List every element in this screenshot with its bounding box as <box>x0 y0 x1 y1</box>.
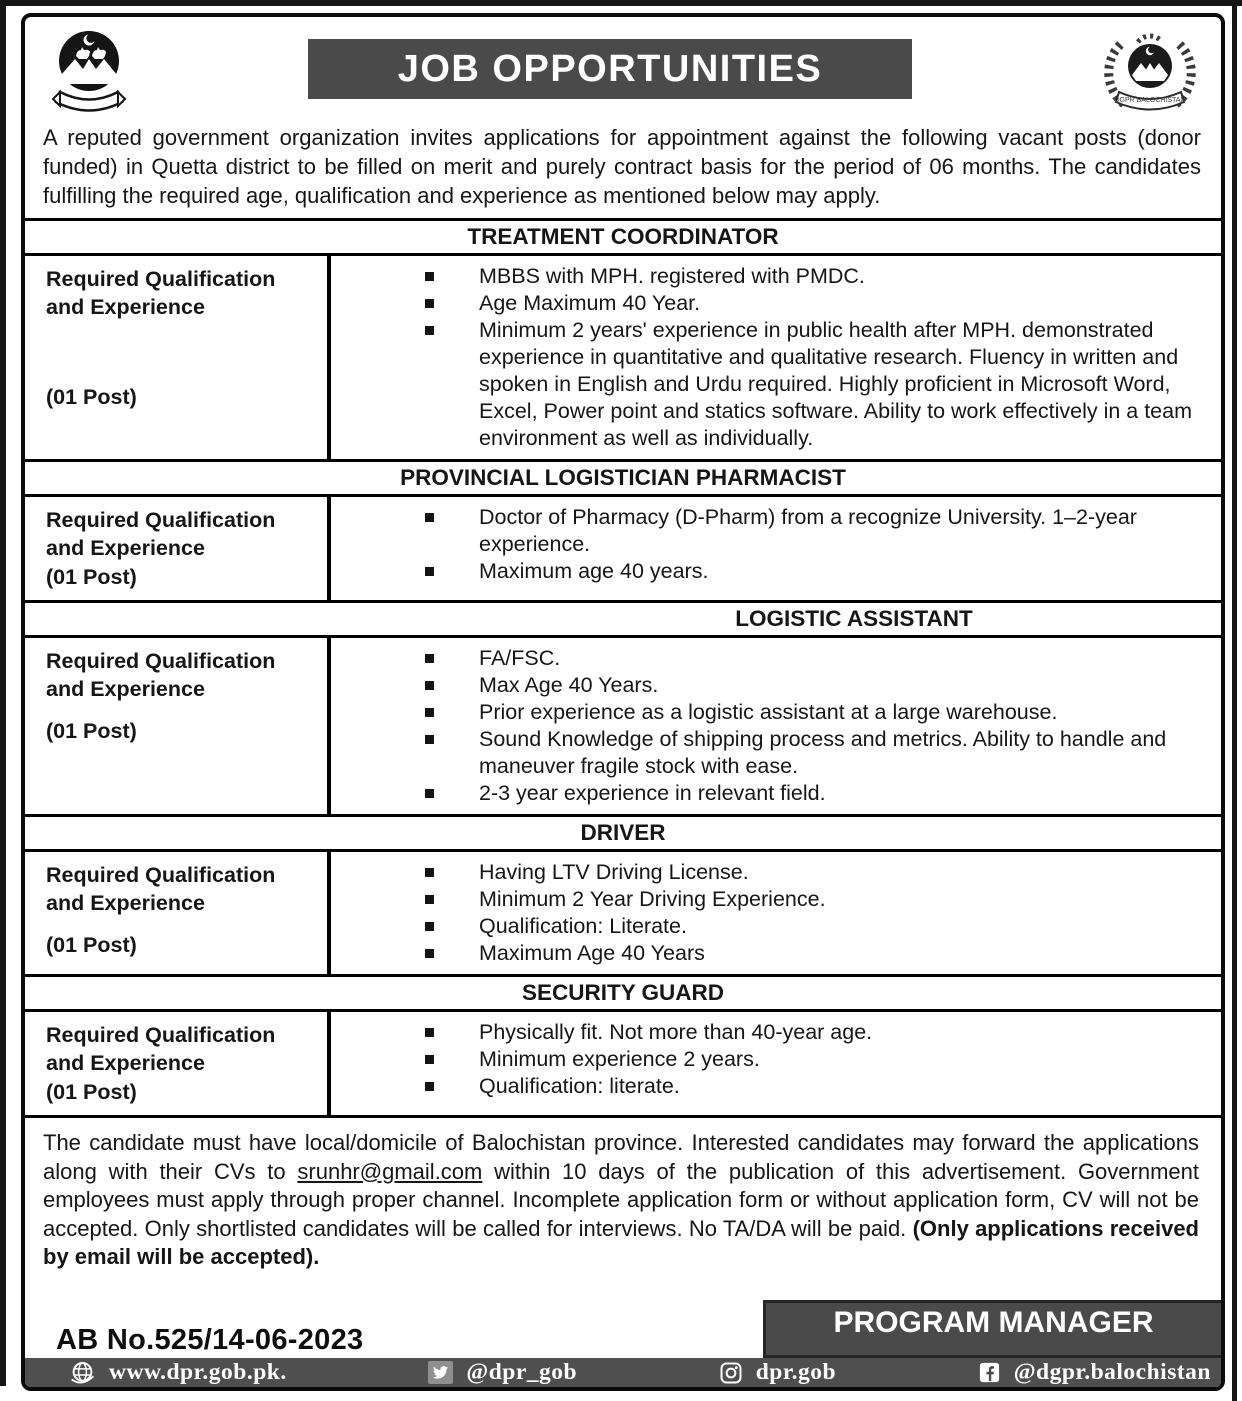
website-item <box>69 1359 287 1386</box>
requirement-text: Minimum experience 2 years. <box>479 1047 760 1071</box>
ab-reference-number: AB No.525/14-06-2023 <box>56 1324 364 1356</box>
bullet-icon <box>425 567 434 576</box>
twitter-item <box>428 1359 577 1386</box>
post-count: (01 Post) <box>46 565 137 589</box>
qualification-cell <box>25 1012 331 1115</box>
requirement-item <box>331 1073 1205 1100</box>
requirement-text: Age Maximum 40 Year. <box>479 291 701 315</box>
bullet-icon <box>425 654 434 663</box>
dgpr-ribbon-label: DGPR BALOCHISTAN <box>1114 97 1186 104</box>
qualification-label: Required Qualification and Experience <box>46 1023 276 1075</box>
requirement-item <box>331 290 1205 317</box>
job-title-security-guard: SECURITY GUARD <box>25 974 1221 1009</box>
bullet-icon <box>425 272 434 281</box>
requirement-text: FA/FSC. <box>479 646 561 670</box>
requirement-item <box>331 859 1205 886</box>
bullet-icon <box>425 513 434 522</box>
requirement-text: MBBS with MPH. registered with PMDC. <box>479 264 865 288</box>
vacancies-table <box>25 218 1221 1115</box>
ad-header <box>25 17 1221 121</box>
bullet-icon <box>425 895 434 904</box>
instagram-item <box>719 1359 836 1386</box>
post-count: (01 Post) <box>46 719 137 743</box>
job-row-treatment-coordinator <box>25 253 1221 459</box>
job-row-provincial-logistician-pharmacist <box>25 494 1221 600</box>
requirements-cell <box>331 638 1221 814</box>
requirement-text: Doctor of Pharmacy (D-Pharm) from a recognize University. 1–2-year experience. <box>479 505 1137 556</box>
instagram-handle: dpr.gob <box>755 1359 837 1385</box>
requirements-cell <box>331 852 1221 974</box>
bullet-icon <box>425 299 434 308</box>
program-manager-box: PROGRAM MANAGER <box>763 1300 1221 1358</box>
requirement-text: Having LTV Driving License. <box>479 860 749 884</box>
job-title-treatment-coordinator: TREATMENT COORDINATOR <box>25 218 1221 253</box>
facebook-item <box>978 1359 1211 1386</box>
requirement-text: Sound Knowledge of shipping process and metrics. Ability to handle and maneuver fragile stock with ease. <box>479 727 1167 778</box>
newspaper-rule-right <box>1232 5 1237 1401</box>
bullet-icon <box>425 789 434 798</box>
job-row-logistic-assistant <box>25 635 1221 814</box>
requirement-item <box>331 780 1205 807</box>
requirements-cell <box>331 497 1221 600</box>
job-title-logistic-assistant: LOGISTIC ASSISTANT <box>25 600 1221 635</box>
requirement-item <box>331 1019 1205 1046</box>
twitter-icon <box>428 1361 453 1384</box>
bullet-icon <box>425 1055 434 1064</box>
requirement-text: Physically fit. Not more than 40-year age. <box>479 1020 873 1044</box>
closing-bold-note: (Only applications received by email will be accepted). <box>43 1215 1199 1269</box>
requirement-item <box>331 886 1205 913</box>
bullet-icon <box>425 922 434 931</box>
globe-icon <box>69 1360 96 1386</box>
requirement-item <box>331 940 1205 967</box>
requirement-item <box>331 263 1205 290</box>
bullet-icon <box>425 681 434 690</box>
closing-paragraph <box>25 1115 1221 1272</box>
job-opportunities-banner: JOB OPPORTUNITIES <box>308 39 912 99</box>
facebook-handle: @dgpr.balochistan <box>1013 1359 1212 1385</box>
job-title-provincial-logistician-pharmacist: PROVINCIAL LOGISTICIAN PHARMACIST <box>25 459 1221 494</box>
bullet-icon <box>425 868 434 877</box>
job-row-security-guard <box>25 1009 1221 1115</box>
requirement-item <box>331 699 1205 726</box>
signature-row <box>25 1272 1221 1359</box>
qualification-cell <box>25 638 331 814</box>
qualification-cell <box>25 497 331 600</box>
requirement-item <box>331 1046 1205 1073</box>
qualification-cell <box>25 256 331 459</box>
requirement-text: Max Age 40 Years. <box>479 673 659 697</box>
post-count: (01 Post) <box>46 933 137 957</box>
requirement-item <box>331 726 1205 780</box>
requirement-text: Qualification: literate. <box>479 1074 680 1098</box>
closing-text: The candidate must have local/domicile of Balochistan province. Interested candidates may forward the applications along with their CVs to <box>43 1130 1199 1184</box>
requirement-text: Maximum Age 40 Years <box>479 941 705 965</box>
bullet-icon <box>425 1028 434 1037</box>
requirement-item <box>331 645 1205 672</box>
requirement-item <box>331 317 1205 452</box>
newspaper-rule-left <box>0 0 6 1386</box>
requirement-item <box>331 913 1205 940</box>
requirement-text: Minimum 2 Year Driving Experience. <box>479 887 826 911</box>
requirements-cell <box>331 1012 1221 1115</box>
requirement-text: Prior experience as a logistic assistant at a large warehouse. <box>479 700 1058 724</box>
bullet-icon <box>425 735 434 744</box>
qualification-label: Required Qualification and Experience <box>46 508 276 560</box>
post-count: (01 Post) <box>46 385 137 409</box>
requirement-text: Qualification: Literate. <box>479 914 687 938</box>
twitter-handle: @dpr_gob <box>466 1359 578 1385</box>
facebook-icon <box>978 1361 1001 1384</box>
job-advertisement <box>21 13 1225 1391</box>
newspaper-rule-top <box>0 0 1242 6</box>
requirement-text: Maximum age 40 years. <box>479 559 709 583</box>
bullet-icon <box>425 1082 434 1091</box>
closing-text: within 10 days of the publication of this advertisement. Government employees must apply through proper channel. Incomplete application form or without application form, CV will not be accepted. Only shortlisted candidates will be called for interviews. No TA/DA will be paid. <box>43 1158 1199 1241</box>
requirement-item <box>331 558 1205 585</box>
intro-paragraph: A reputed government organization invites applications for appointment against the following vacant posts (donor funded) in Quetta district to be filled on merit and purely contract basis for the period of 06 months. The candidates fulfilling the required age, qualification and experience as mentioned below may apply. <box>43 125 1201 208</box>
requirements-cell <box>331 256 1221 459</box>
requirement-item <box>331 504 1205 558</box>
qualification-label: Required Qualification and Experience <box>46 863 276 915</box>
post-count: (01 Post) <box>46 1080 137 1104</box>
requirement-item <box>331 672 1205 699</box>
bullet-icon <box>425 326 434 335</box>
balochistan-government-emblem-icon <box>51 28 127 131</box>
qualification-cell <box>25 852 331 974</box>
job-row-driver <box>25 849 1221 974</box>
bullet-icon <box>425 708 434 717</box>
website-text: www.dpr.gob.pk. <box>109 1359 287 1385</box>
instagram-icon <box>719 1361 743 1385</box>
bullet-icon <box>425 949 434 958</box>
job-title-driver: DRIVER <box>25 814 1221 849</box>
qualification-label: Required Qualification and Experience <box>46 267 276 319</box>
dpr-social-footer-bar <box>25 1358 1221 1387</box>
email-address: srunhr@gmail.com <box>297 1158 483 1184</box>
requirement-text: Minimum 2 years' experience in public health after MPH. demonstrated experience in quantitative and qualitative research. Fluency in written and spoken in English and Urdu required. Highly proficient in Microsoft Word, Excel, Power point and statics software. Ability to work effectively in a team environment as well as individually. <box>479 318 1193 450</box>
qualification-label: Required Qualification and Experience <box>46 649 276 701</box>
dgpr-balochistan-emblem-icon <box>1093 30 1207 125</box>
requirement-text: 2-3 year experience in relevant field. <box>479 781 826 805</box>
